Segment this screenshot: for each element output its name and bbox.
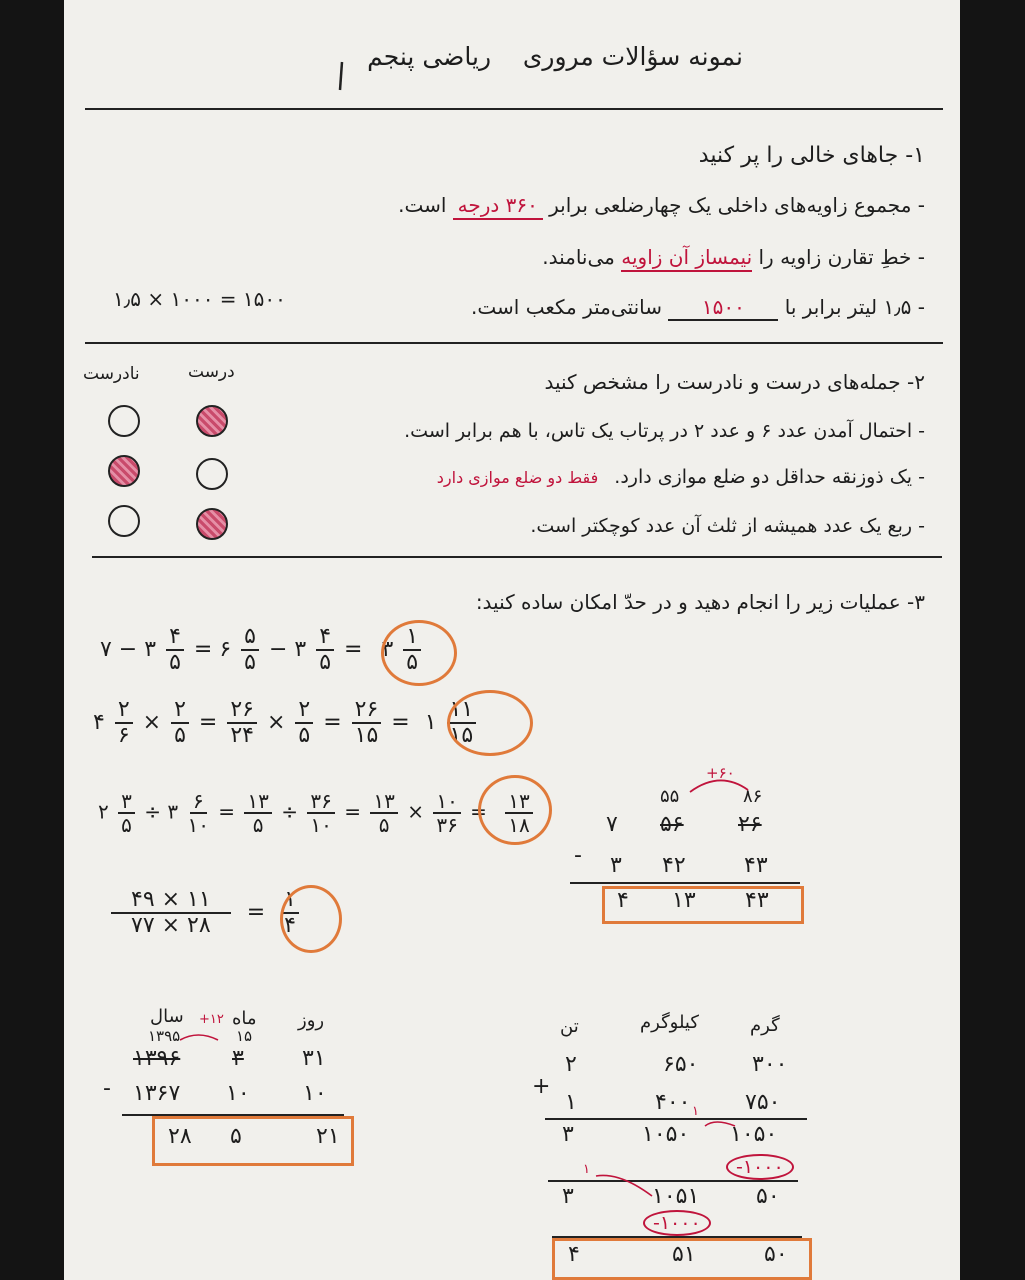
e1-f1d: ۵ [169, 650, 181, 676]
e1-f1n: ۴ [166, 625, 184, 651]
q2-item-3: - ربع یک عدد همیشه از ثلث آن عدد کوچکتر است. [530, 515, 925, 537]
time-r2-c1: ۳ [610, 853, 622, 878]
q1-line1-answer: ۳۶۰ درجه [453, 193, 543, 220]
e3-rn: ۱۳ [505, 790, 532, 814]
time-r2-c2: ۴۲ [662, 853, 686, 878]
time-r1-c1: ۷ [606, 812, 618, 837]
q3-expr-4: $\frac{۴۹ \times ۱۱}{۷۷ \times ۲۸}$ = $\frac{۱}{۴}$ [108, 888, 302, 938]
weight-carry-arrow-1 [705, 1122, 735, 1126]
e4-den: ۷۷ × ۲۸ [131, 913, 211, 939]
e3-f2d: ۱۰ [187, 813, 209, 837]
e2-f2d: ۵ [174, 723, 186, 749]
e3-f1n: ۳ [118, 790, 135, 814]
e1-f2n: ۵ [241, 625, 259, 651]
w-minus-2: -۱۰۰۰ [643, 1210, 711, 1236]
e4-rn: ۱ [281, 888, 299, 914]
w-r1-c3: ۳۰۰ [752, 1052, 788, 1077]
time-top-mark-1: ۵۵ [660, 786, 680, 807]
e2-rn: ۱۱ [447, 698, 477, 724]
date-r2-c1: ۱۳۶۷ [133, 1081, 181, 1106]
date-h-year: سال [150, 1006, 184, 1027]
q1-side-calc: ۱٫۵ × ۱۰۰۰ = ۱۵۰۰ [113, 287, 286, 311]
date-r1-c1: ۱۳۹۶ [133, 1046, 181, 1071]
e2-f3d: ۲۴ [230, 723, 254, 749]
w-r1-c2: ۶۵۰ [663, 1052, 699, 1077]
q3-expr-1: ۷ − ۳ $\frac{۴}{۵}$ = ۶ $\frac{۵}{۵}$ − ۳ $\frac{۴}{۵}$ = ۳ $\frac{۱}{۵}$ [100, 625, 424, 675]
w-carry-1: ۱ [692, 1104, 699, 1119]
e4-num: ۴۹ × ۱۱ [111, 888, 231, 914]
e1-rw: ۳ [381, 637, 394, 663]
q1-line1-post: است. [398, 193, 447, 217]
e2-f4n: ۲ [295, 698, 313, 724]
e2-rd: ۱۵ [449, 723, 474, 749]
page-title: نمونه سؤالات مروری ریاضی پنجم [367, 42, 743, 71]
time-r1-c3: ۲۶ [738, 812, 762, 837]
date-res-c3: ۲۱ [316, 1124, 340, 1149]
q3-expr-2: ۴ $\frac{۲}{۶}$ × $\frac{۲}{۵}$ = $\frac{۲۶}{۲۴}$ × $\frac{۲}{۵}$ = $\frac{۲۶}{۱۵}$ = ۱ $\frac{۱۱}{۱۵}$ [93, 698, 479, 748]
title-underline-stroke [340, 62, 342, 90]
e1-w3: − ۳ [268, 637, 307, 663]
e1-f3n: ۴ [316, 625, 334, 651]
e1-f3d: ۵ [319, 650, 332, 676]
e3-f5n: ۱۳ [370, 790, 397, 814]
e2-f2n: ۲ [171, 698, 189, 724]
q1-line2-answer: نیمساز آن زاویه [621, 245, 752, 272]
e1-rd: ۵ [406, 650, 419, 676]
e1-f2d: ۵ [244, 650, 256, 676]
e2-f4d: ۵ [298, 723, 311, 749]
w-r2-c2: ۴۰۰ [655, 1090, 691, 1115]
date-top-mark-2: ۱۵ [236, 1027, 253, 1045]
e3-f2n: ۶ [190, 790, 207, 814]
w-res-c2: ۵۱ [672, 1242, 696, 1267]
e3-f4n: ۳۶ [307, 790, 334, 814]
q1-line3-answer: ۱۵۰۰ [668, 295, 778, 321]
e3-rd: ۱۸ [508, 813, 530, 837]
e4-rd: ۴ [284, 913, 296, 939]
date-borrow: +۱۲ [199, 1012, 224, 1027]
w-sum-c2: ۱۰۵۰ [642, 1122, 690, 1147]
w-sum-c3: ۱۰۵۰ [730, 1122, 778, 1147]
date-r1-c2: ۳ [232, 1046, 244, 1071]
e2-rw: ۱ [424, 710, 437, 736]
w-r2-c3: ۷۵۰ [745, 1090, 781, 1115]
q1-heading: ۱- جاهای خالی را پر کنید [698, 143, 925, 168]
date-res-c2: ۵ [230, 1124, 242, 1149]
q1-line3-post: سانتی‌متر مکعب است. [471, 295, 663, 319]
q2-item-2-text: - یک ذوزنقه حداقل دو ضلع موازی دارد. [614, 466, 925, 488]
date-borrow-arrow [180, 1035, 218, 1040]
time-borrow: +۶۰ [706, 764, 735, 782]
q1-line1-pre: - مجموع زاویه‌های داخلی یک چهارضلعی برابر [549, 193, 925, 217]
date-h-month: ماه [232, 1008, 257, 1029]
time-res-c1: ۴ [617, 888, 629, 913]
w-carry-2: ۱ [583, 1162, 590, 1177]
w-res-c3: ۵۰ [764, 1242, 788, 1267]
e1-w2: ۶ [219, 637, 232, 663]
q3-expr-3: ۲ $\frac{۳}{۵}$ ÷ ۳ $\frac{۶}{۱۰}$ = $\frac{۱۳}{۵}$ ÷ $\frac{۳۶}{۱۰}$ = $\frac{۱۳}{۵}$ × $\frac{۱۰}{۳۶}$ = $\frac{۱۳}{۱۸}$ [98, 790, 536, 836]
w-r1-c1: ۲ [565, 1052, 577, 1077]
date-r1-c3: ۳۱ [302, 1046, 326, 1071]
w-h-kg: کیلوگرم [640, 1012, 699, 1033]
time-top-mark-2: ۸۶ [743, 786, 763, 807]
w-h-ton: تن [560, 1016, 579, 1037]
e2-f5n: ۲۶ [352, 698, 382, 724]
w-sum-c1: ۳ [562, 1122, 574, 1147]
q1-line3-pre: - ۱٫۵ لیتر برابر با [784, 295, 925, 319]
e3-f5d: ۵ [378, 813, 390, 837]
q2-heading: ۲- جمله‌های درست و نادرست را مشخص کنید [544, 370, 925, 394]
date-r2-c2: ۱۰ [226, 1081, 250, 1106]
e3-w2: ۳ [167, 799, 179, 824]
e2-f1n: ۲ [115, 698, 133, 724]
w-mid-c1: ۳ [562, 1184, 574, 1209]
q2-item-2-note: فقط دو ضلع موازی دارد [436, 468, 599, 487]
date-minus: - [103, 1076, 111, 1101]
e3-f6n: ۱۰ [433, 790, 460, 814]
e3-f3d: ۵ [252, 813, 264, 837]
w-plus: + [532, 1074, 551, 1099]
time-res-c2: ۱۳ [672, 888, 696, 913]
e2-w1: ۴ [93, 710, 105, 736]
e3-f1d: ۵ [121, 813, 132, 837]
w-mid-c3: ۵۰ [756, 1184, 780, 1209]
time-r1-c2: ۵۶ [660, 812, 684, 837]
e3-f6d: ۳۶ [436, 813, 458, 837]
date-res-c1: ۲۸ [168, 1124, 192, 1149]
e3-w1: ۲ [98, 799, 109, 824]
q2-col-true: درست [188, 362, 235, 382]
e2-f3n: ۲۶ [227, 698, 257, 724]
w-mid-c2: ۱۰۵۱ [652, 1184, 700, 1209]
q2-col-false: نادرست [83, 364, 140, 384]
q1-line2-pre: - خطِ تقارن زاویه را [758, 245, 925, 269]
e2-f1d: ۶ [117, 723, 130, 749]
e3-f3n: ۱۳ [244, 790, 271, 814]
e1-a: ۷ − ۳ [100, 637, 157, 663]
q1-line2-post: می‌نامند. [542, 245, 615, 269]
q3-heading: ۳- عملیات زیر را انجام دهید و در حدّ امکان ساده کنید: [475, 590, 925, 614]
w-h-g: گرم [750, 1015, 780, 1036]
time-borrow-arrow [690, 780, 748, 792]
e3-f4d: ۱۰ [310, 813, 332, 837]
w-res-c1: ۴ [568, 1242, 580, 1267]
time-r2-c3: ۴۳ [744, 853, 768, 878]
date-top-mark-1: ۱۳۹۵ [148, 1027, 181, 1045]
q2-item-1: - احتمال آمدن عدد ۶ و عدد ۲ در پرتاب یک تاس، با هم برابر است. [404, 420, 925, 442]
time-minus: - [574, 843, 582, 868]
date-r2-c3: ۱۰ [303, 1081, 327, 1106]
e2-f5d: ۱۵ [354, 723, 379, 749]
date-h-day: روز [298, 1010, 325, 1031]
time-res-c3: ۴۳ [745, 888, 769, 913]
w-r2-c1: ۱ [565, 1090, 577, 1115]
weight-carry-arrow-2 [596, 1175, 652, 1196]
e1-rn: ۱ [403, 625, 421, 651]
w-minus-1: -۱۰۰۰ [726, 1154, 794, 1180]
